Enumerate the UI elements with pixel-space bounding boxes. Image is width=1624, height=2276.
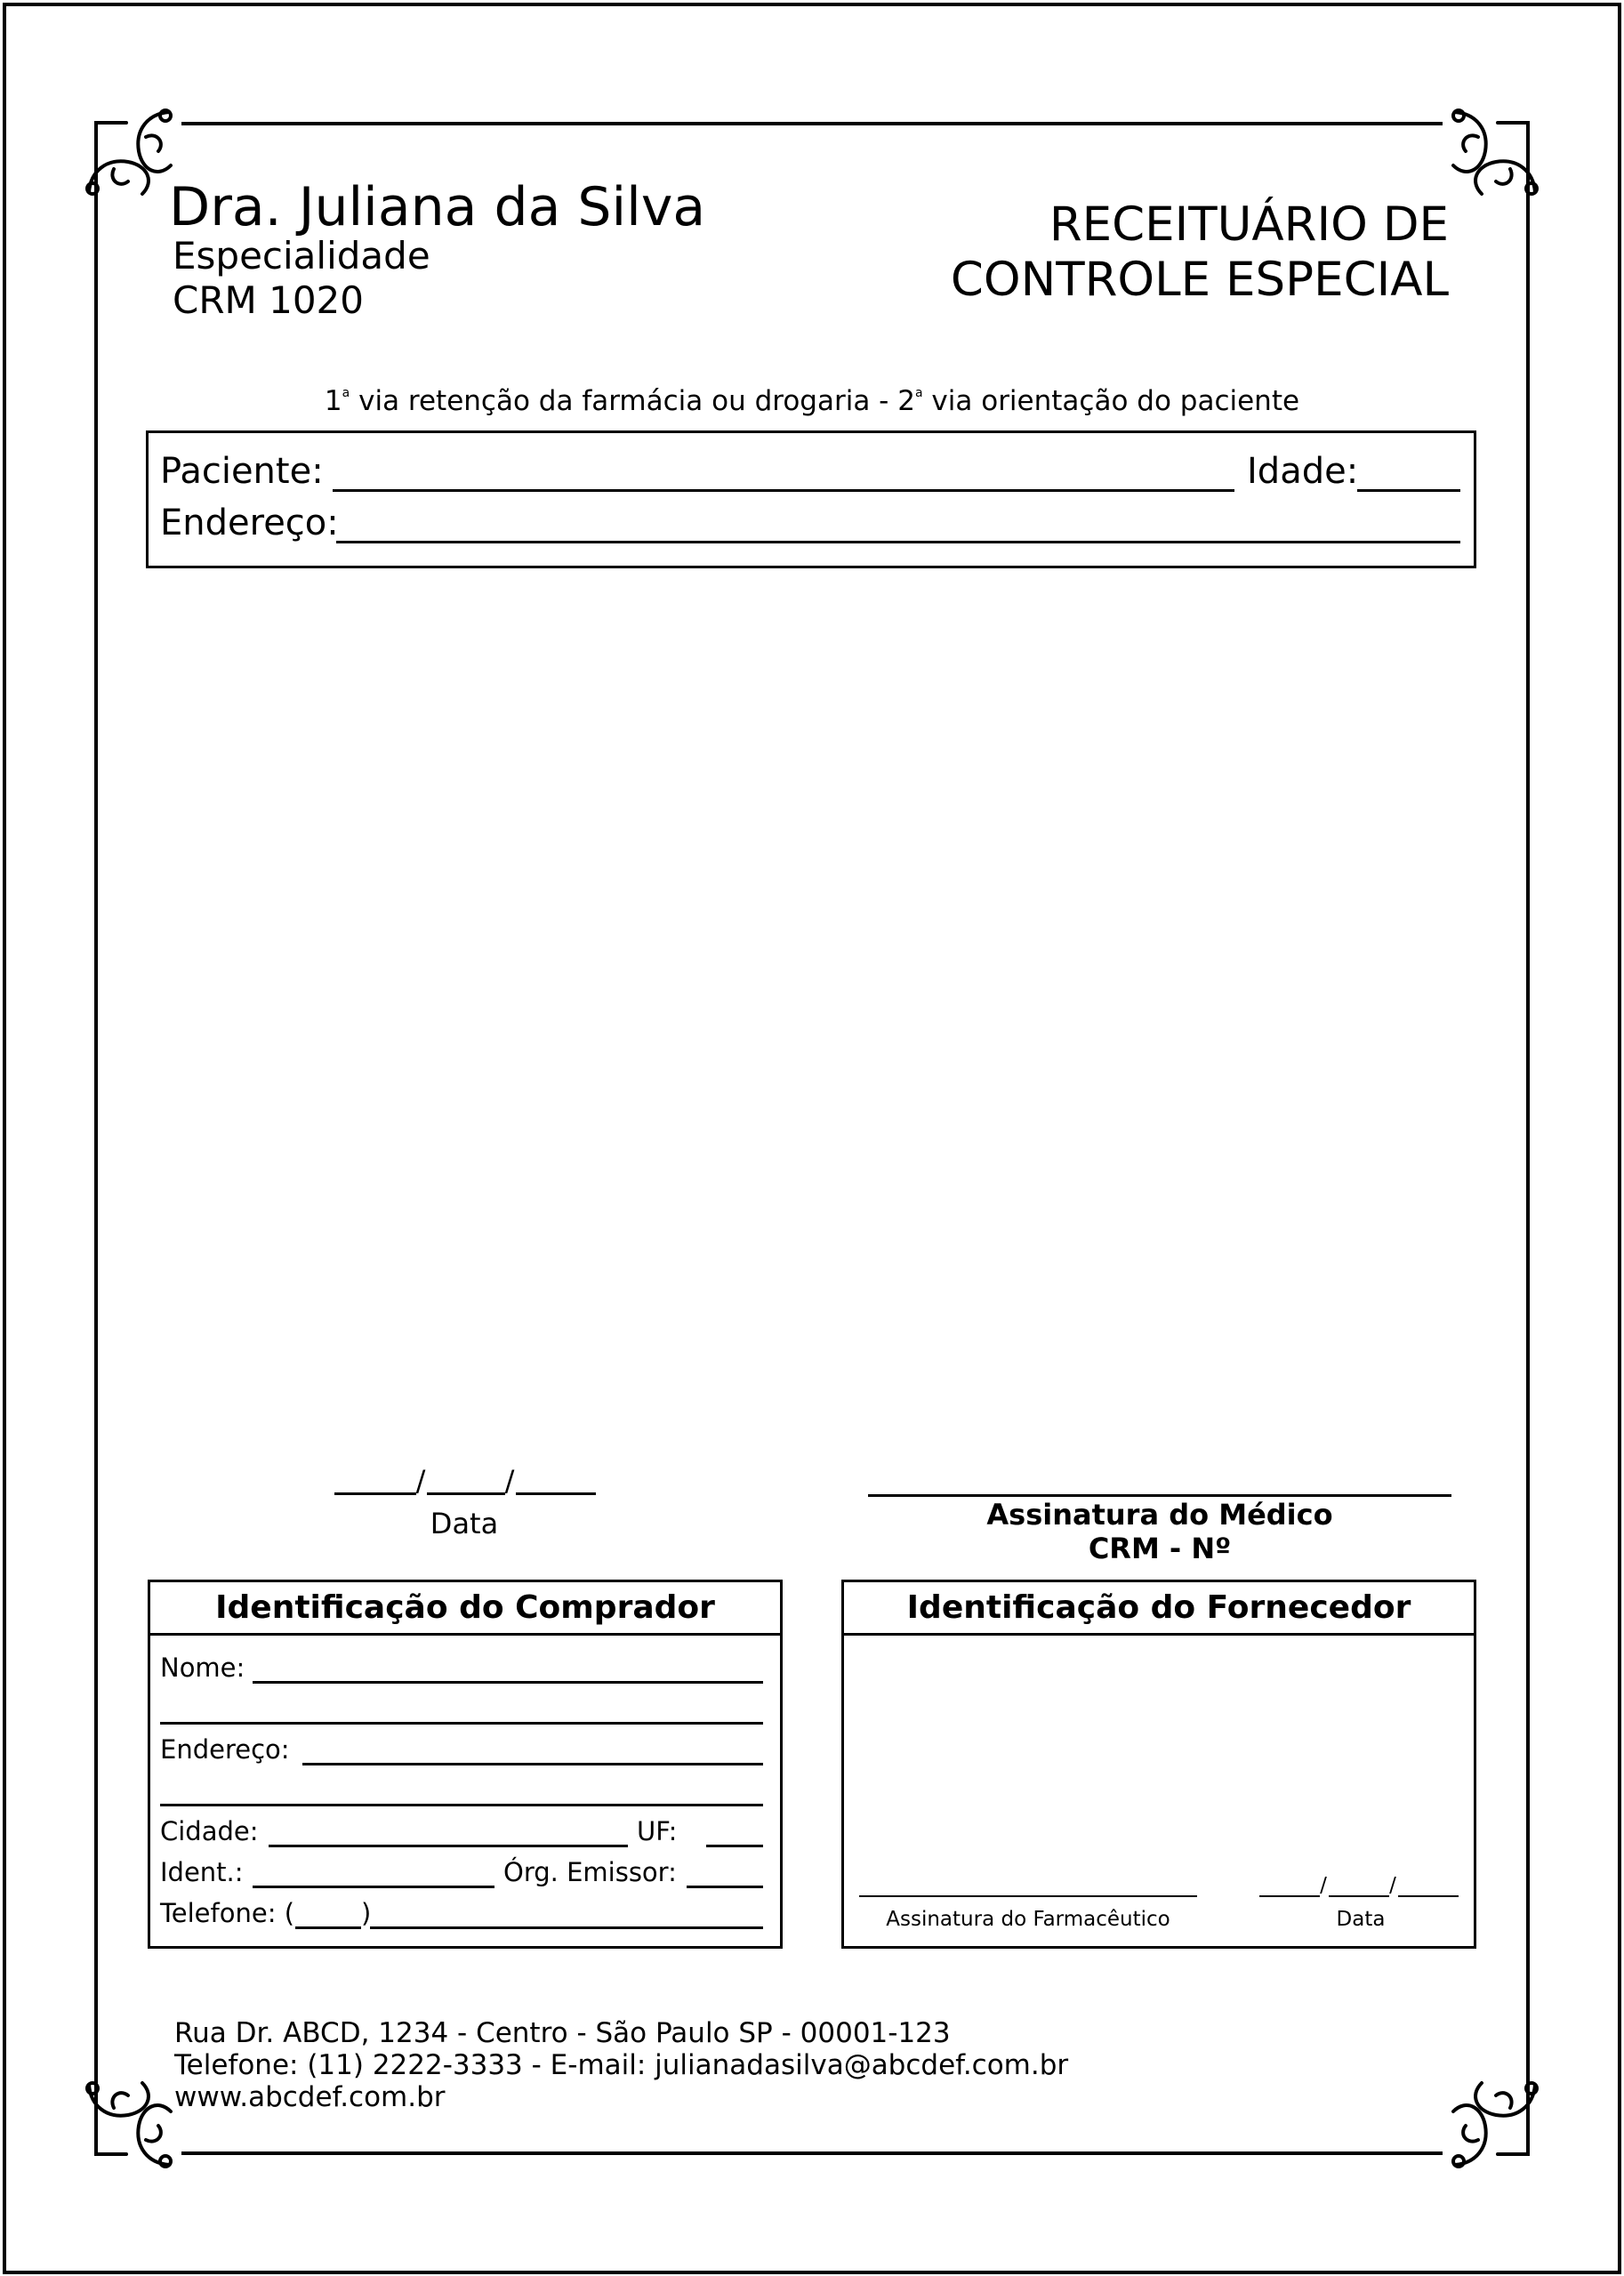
pharmacist-signature-label: Assinatura do Farmacêutico	[886, 1908, 1170, 1931]
buyer-uf-label: UF:	[637, 1816, 678, 1846]
doctor-name: Dra. Juliana da Silva	[169, 176, 706, 238]
patient-name-label: Paciente:	[160, 451, 324, 492]
supplier-month-field[interactable]	[1329, 1895, 1389, 1897]
corner-ornament-top-right-icon	[1434, 107, 1540, 213]
buyer-issuer-field[interactable]	[687, 1886, 763, 1888]
first-copy-text: via retenção da farmácia ou drogaria -	[350, 385, 898, 417]
second-copy-number: 2	[897, 385, 915, 417]
buyer-phone-label: Telefone: (	[160, 1898, 295, 1928]
buyer-address-field-continuation[interactable]	[160, 1804, 763, 1806]
patient-age-label: Idade:	[1247, 451, 1359, 492]
buyer-name-field-continuation[interactable]	[160, 1722, 763, 1725]
supplier-date-slash: /	[1389, 1874, 1396, 1897]
frame-bottom-line	[181, 2151, 1443, 2155]
frame-right-line	[1526, 203, 1530, 2076]
footer-contact: Telefone: (11) 2222-3333 - E-mail: julianadasilva@abcdef.com.br	[174, 2049, 1069, 2081]
prescription-year-field[interactable]	[516, 1492, 596, 1495]
second-copy-ordinal: a	[914, 385, 923, 400]
buyer-address-label: Endereço:	[160, 1734, 290, 1765]
ornament-svg	[1434, 107, 1540, 213]
frame-left-line	[94, 203, 98, 2076]
buyer-uf-field[interactable]	[706, 1845, 763, 1847]
supplier-date-label: Data	[1336, 1908, 1386, 1931]
buyer-city-field[interactable]	[269, 1845, 628, 1847]
first-copy-number: 1	[324, 385, 342, 417]
supplier-box-title: Identificação do Fornecedor	[844, 1582, 1474, 1636]
prescription-day-field[interactable]	[334, 1492, 416, 1495]
buyer-city-label: Cidade:	[160, 1816, 259, 1846]
pharmacist-signature-field[interactable]	[859, 1895, 1197, 1897]
date-slash: /	[415, 1464, 426, 1498]
patient-address-label: Endereço:	[160, 503, 339, 543]
date-slash: /	[504, 1464, 515, 1498]
footer-address: Rua Dr. ABCD, 1234 - Centro - São Paulo SP - 00001-123	[174, 2017, 951, 2049]
crm-number-label: CRM - Nº	[1088, 1532, 1232, 1565]
footer-website: www.abcdef.com.br	[174, 2081, 446, 2113]
doctor-specialty: Especialidade	[173, 234, 430, 277]
form-title-line-1: RECEITUÁRIO DE	[1049, 197, 1449, 252]
buyer-phone-field[interactable]	[370, 1926, 763, 1929]
buyer-issuer-label: Órg. Emissor:	[503, 1857, 677, 1887]
buyer-box-title: Identificação do Comprador	[150, 1582, 780, 1636]
prescription-month-field[interactable]	[427, 1492, 505, 1495]
form-title	[951, 197, 1449, 308]
supplier-identification-box	[841, 1580, 1476, 1949]
buyer-name-field[interactable]	[253, 1681, 763, 1684]
patient-name-field[interactable]	[333, 489, 1234, 492]
date-label: Data	[430, 1507, 499, 1540]
form-title-line-2: CONTROLE ESPECIAL	[950, 253, 1449, 307]
doctor-signature-label: Assinatura do Médico	[986, 1498, 1333, 1532]
ornament-svg	[1434, 2063, 1540, 2170]
buyer-address-field[interactable]	[302, 1763, 763, 1765]
doctor-crm: CRM 1020	[173, 278, 364, 322]
supplier-day-field[interactable]	[1259, 1895, 1320, 1897]
buyer-phone-close-paren: )	[361, 1898, 372, 1928]
buyer-id-label: Ident.:	[160, 1857, 244, 1887]
buyer-name-label: Nome:	[160, 1653, 245, 1683]
patient-address-field[interactable]	[336, 541, 1460, 543]
first-copy-ordinal: a	[342, 385, 350, 400]
corner-ornament-bottom-right-icon	[1434, 2063, 1540, 2170]
doctor-signature-field[interactable]	[868, 1494, 1451, 1497]
second-copy-text: via orientação do paciente	[922, 385, 1300, 417]
buyer-id-field[interactable]	[253, 1886, 494, 1888]
copies-note	[0, 381, 1624, 422]
supplier-date-slash: /	[1320, 1874, 1327, 1897]
patient-age-field[interactable]	[1357, 489, 1460, 492]
buyer-phone-area-code-field[interactable]	[295, 1926, 361, 1929]
supplier-year-field[interactable]	[1398, 1895, 1459, 1897]
frame-top-line	[181, 122, 1443, 125]
